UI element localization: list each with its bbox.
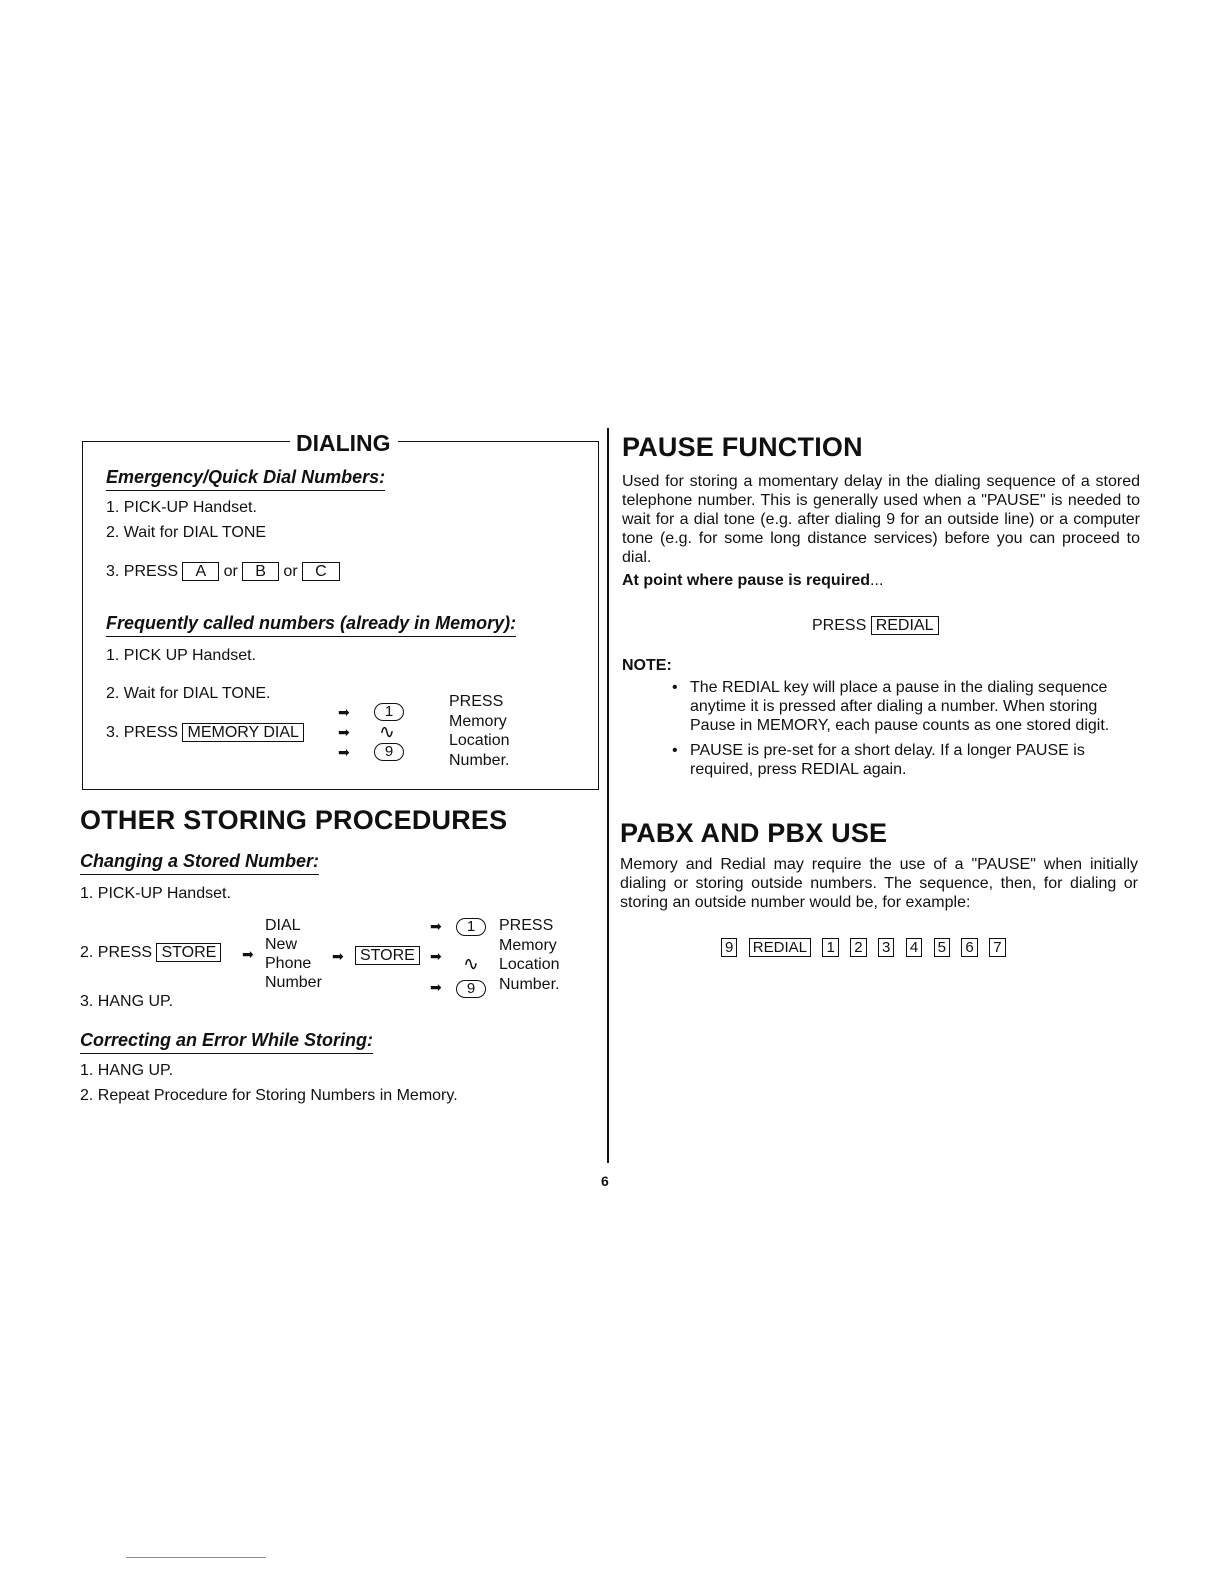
- press-redial: [812, 616, 939, 635]
- frequent-step-3: [106, 723, 304, 742]
- emergency-step-3-label: 3. PRESS: [106, 563, 179, 580]
- number-label: Number.: [449, 751, 510, 769]
- arrow-icon: ➡: [430, 979, 442, 995]
- emergency-step-3: [106, 562, 340, 581]
- sequence-key: 1: [822, 938, 838, 957]
- frequent-step-2: 2. Wait for DIAL TONE.: [106, 685, 271, 702]
- redial-key: REDIAL: [871, 616, 939, 635]
- arrow-icon: ➡: [338, 744, 350, 760]
- press-label: PRESS: [812, 617, 867, 634]
- store-key: STORE: [355, 946, 420, 965]
- number-label: Number.: [499, 975, 560, 993]
- location-label: Location: [499, 956, 560, 973]
- press-memory-location-1: [449, 692, 510, 770]
- arrow-icon: ➡: [242, 946, 254, 962]
- correcting-heading: Correcting an Error While Storing:: [80, 1030, 373, 1054]
- circle-key-1: 1: [456, 918, 486, 936]
- pause-paragraph: Used for storing a momentary delay in the dialing sequence of a stored telephone number. This is generally used when a "PAUSE" is needed to wait for a dial tone (e.g. after dialing 9 for an outside line) or a computer tone (e.g. for some long distance services) before you can proceed to dial.: [622, 473, 1140, 566]
- note-item: • The REDIAL key will place a pause in the dialing sequence anytime it is pressed after dialing a number. When storing Pause in MEMORY, each pause counts as one stored digit.: [668, 678, 1138, 735]
- phone-label: Phone: [265, 955, 312, 972]
- arrow-icon: ➡: [338, 704, 350, 720]
- frequent-step-3-label: 3. PRESS: [106, 724, 179, 741]
- sequence-key: 4: [906, 938, 922, 957]
- circle-key-1: 1: [374, 703, 404, 721]
- sequence-key: 2: [850, 938, 866, 957]
- emergency-heading: Emergency/Quick Dial Numbers:: [106, 467, 385, 491]
- correcting-step-1: 1. HANG UP.: [80, 1062, 174, 1079]
- sequence-key: 7: [989, 938, 1005, 957]
- new-label: New: [265, 936, 298, 953]
- arrow-icon: ➡: [430, 918, 442, 934]
- range-icon: ∿: [379, 722, 395, 743]
- memory-dial-key: MEMORY DIAL: [182, 723, 303, 742]
- dial-label: DIAL: [265, 917, 301, 934]
- correcting-step-2: 2. Repeat Procedure for Storing Numbers in Memory.: [80, 1087, 458, 1104]
- key-c: C: [302, 562, 340, 581]
- bottom-rule: [126, 1557, 266, 1558]
- press-label: PRESS: [449, 693, 504, 710]
- note-item: • PAUSE is pre-set for a short delay. If a longer PAUSE is required, press REDIAL again.: [668, 741, 1138, 779]
- changing-step-2: [80, 943, 221, 962]
- arrow-icon: ➡: [430, 948, 442, 964]
- sequence-key: REDIAL: [749, 938, 811, 957]
- dial-new-phone-number: [265, 916, 322, 992]
- key-b: B: [242, 562, 279, 581]
- location-label: Location: [449, 732, 510, 749]
- pabx-paragraph: Memory and Redial may require the use of a "PAUSE" when initially dialing or storing outside numbers. The sequence, then, for dialing or storing an outside number would be, for example:: [620, 856, 1138, 911]
- note-label: NOTE:: [622, 657, 672, 674]
- sequence-key: 3: [878, 938, 894, 957]
- dialing-box-top-rule-right: [398, 441, 598, 442]
- range-icon: ∿: [463, 954, 479, 975]
- emergency-step-2: 2. Wait for DIAL TONE: [106, 524, 267, 541]
- sequence-key: 6: [961, 938, 977, 957]
- arrow-icon: ➡: [338, 724, 350, 740]
- frequent-heading: Frequently called numbers (already in Memory):: [106, 613, 516, 637]
- press-label: PRESS: [499, 917, 554, 934]
- frequent-step-1: 1. PICK UP Handset.: [106, 647, 256, 664]
- dialing-box-top-rule-left: [82, 441, 290, 442]
- memory-label: Memory: [499, 936, 557, 954]
- changing-step-2-label: 2. PRESS: [80, 944, 153, 961]
- other-storing-title: OTHER STORING PROCEDURES: [80, 805, 508, 835]
- circle-key-9: 9: [374, 743, 404, 761]
- sequence-key: 5: [934, 938, 950, 957]
- dialing-title: DIALING: [296, 430, 391, 456]
- press-memory-location-2: [499, 916, 560, 994]
- ellipsis: ...: [870, 572, 884, 589]
- circle-key-9: 9: [456, 980, 486, 998]
- memory-label: Memory: [449, 712, 507, 730]
- sequence-key: 9: [721, 938, 737, 957]
- store-key: STORE: [156, 943, 221, 962]
- pause-title: PAUSE FUNCTION: [622, 432, 863, 462]
- key-a: A: [182, 562, 219, 581]
- page-number: 6: [601, 1173, 609, 1189]
- pabx-sequence: [721, 938, 1013, 957]
- column-divider: [607, 428, 609, 1163]
- or-text: or: [283, 563, 298, 580]
- or-text: or: [223, 563, 238, 580]
- pabx-title: PABX AND PBX USE: [620, 818, 888, 848]
- changing-step-3: 3. HANG UP.: [80, 993, 174, 1010]
- arrow-icon: ➡: [332, 948, 344, 964]
- number-label: Number: [265, 974, 322, 991]
- changing-heading: Changing a Stored Number:: [80, 851, 319, 875]
- at-point-line: [622, 572, 883, 590]
- changing-step-1: 1. PICK-UP Handset.: [80, 885, 231, 902]
- at-point-text: At point where pause is required: [622, 572, 871, 589]
- notes-list: [668, 678, 1138, 785]
- emergency-step-1: 1. PICK-UP Handset.: [106, 499, 257, 516]
